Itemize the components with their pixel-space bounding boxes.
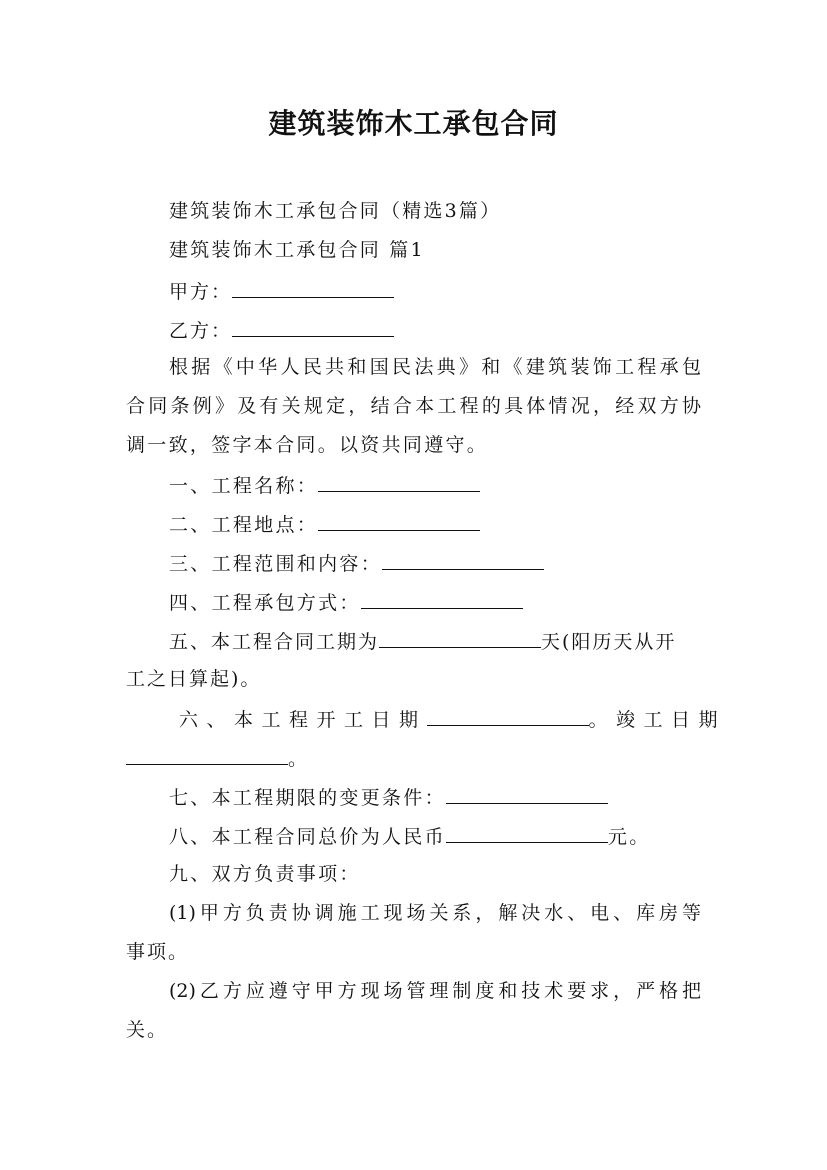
item-8-blank [446,822,608,843]
item-9-line: 九、双方负责事项： [169,863,361,885]
item-6-end-blank [126,744,288,765]
intro-line-1: 根据《中华人民共和国民法典》和《建筑装饰工程承包 [169,356,701,378]
item-5-label: 五、本工程合同工期为 [169,631,380,653]
item-8-line [169,822,651,850]
item-6-start-blank [427,705,589,726]
item-1-label: 一、工程名称： [169,475,319,497]
item-8-label: 八、本工程合同总价为人民币 [169,826,446,848]
party-a-line [169,277,394,305]
item-3-label: 三、工程范围和内容： [169,553,383,575]
item-4-line [169,588,523,616]
duty-2-line: (2)乙方应遵守甲方现场管理制度和技术要求，严格把 [169,980,701,1002]
item-5-suffix: 天(阳历天从开 [541,631,677,653]
item-6-mid: 。竣工日期 [588,709,727,731]
party-a-blank [232,277,394,298]
item-4-label: 四、工程承包方式： [169,592,361,614]
item-6-label: 六、本工程开工日期 [179,709,427,731]
item-1-line [169,471,480,499]
item-5-line [169,627,676,655]
party-a-label: 甲方： [169,281,233,303]
intro-line-2: 合同条例》及有关规定，结合本工程的具体情况，经双方协 [126,395,701,417]
item-2-blank [318,510,480,531]
duty-2-continuation: 关。 [126,1019,169,1041]
item-7-label: 七、本工程期限的变更条件： [169,787,446,809]
item-1-blank [318,471,480,492]
intro-line-3: 调一致，签字本合同。以资共同遵守。 [126,434,489,456]
party-b-blank [232,316,394,337]
item-7-line [169,783,608,811]
item-6-continuation [126,744,307,772]
item-4-blank [361,588,523,609]
party-b-label: 乙方： [169,320,233,342]
section-heading: 建筑装饰木工承包合同 篇1 [169,239,425,261]
item-2-label: 二、工程地点： [169,514,319,536]
item-2-line [169,510,480,538]
duty-1-line: (1)甲方负责协调施工现场关系，解决水、电、库房等 [169,902,701,924]
item-6-line [179,705,726,733]
item-7-blank [446,783,608,804]
party-b-line [169,316,394,344]
item-6-end: 。 [288,748,308,770]
document-title: 建筑装饰木工承包合同 [268,107,559,140]
duty-1-continuation: 事项。 [126,941,190,963]
item-8-suffix: 元。 [607,826,651,848]
item-3-line [169,549,544,577]
item-5-blank [379,627,541,648]
document-subtitle: 建筑装饰木工承包合同（精选3篇） [169,200,502,222]
item-5-continuation: 工之日算起)。 [126,668,262,690]
item-3-blank [382,549,544,570]
